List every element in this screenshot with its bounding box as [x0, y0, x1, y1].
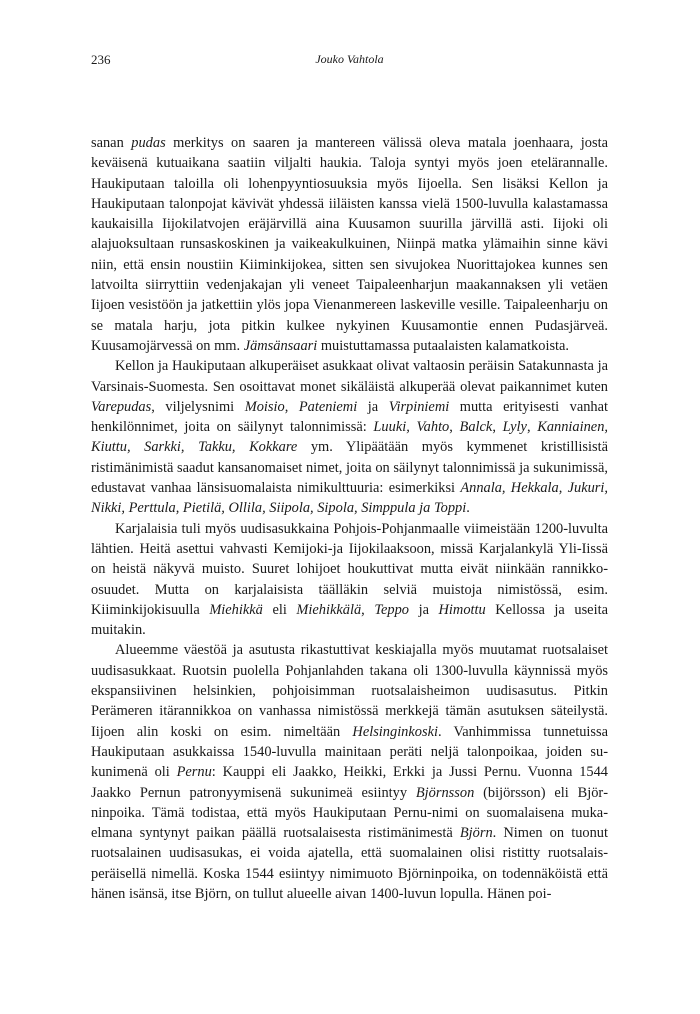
text-run: Kellossa ja useita muitakin.: [91, 601, 608, 639]
italic-term: Björn: [459, 825, 493, 842]
text-run: mutta erityisesti vanhat henkilönnimet, joita on säilynyt talonnimissä:: [91, 398, 608, 436]
body-text: [91, 133, 608, 904]
text-run: . Vanhimmissa tunnetuissa Haukiputaan asukkaissa 1540-luvulla mainitaan peräti neljä talonpoikaa, joiden sukunimenä oli: [91, 723, 608, 781]
paragraph: [91, 356, 608, 518]
running-head: [91, 52, 608, 76]
text-run: eli: [262, 601, 297, 618]
italic-term: Virpiniemi: [388, 398, 450, 415]
italic-term: Teppo: [374, 601, 409, 618]
text-run: ja: [357, 398, 389, 415]
italic-term: Himottu: [438, 601, 486, 618]
text-run: .: [466, 500, 470, 517]
text-run: Karjalaisia tuli myös uudisasukkaina Pohjois-Pohjanmaalle viimeistään 1200-luvulta lähtien. Heitä asettui vahvasti Kemijoki-ja Iijokilaaksoon, missä Karjalankylä Yli-Iissä on heistä näkyvä muisto. Suuret lohijoet houkuttivat mutta eivät niinkään rannikko-osuudet. Mutta on karjalaisista täälläkin selviä muistoja nimistössä, esim. Kiiminkijokisuulla: [91, 520, 608, 618]
text-run: (bijörsson) eli Björninpoika. Tämä todistaa, että myös Haukiputaan Pernu-nimi on suomalaisena mukaelmana syntynyt paikan päällä ruotsalaisesta ristimänimestä: [91, 784, 608, 842]
italic-term: Moisio: [244, 398, 285, 415]
text-run: ,: [526, 419, 538, 436]
book-page: [91, 52, 608, 904]
text-run: ,: [492, 419, 503, 436]
italic-term: Annala, Hekkala, Jukuri, Nikki, Perttula, Pietilä, Ollila, Siipola, Sipola, Simppula ja Toppi: [91, 480, 608, 517]
italic-term: Balck: [459, 419, 493, 436]
text-run: ,: [361, 601, 375, 618]
italic-term: Pateniemi: [298, 398, 358, 415]
text-run: ,: [284, 398, 299, 415]
paragraph: [91, 519, 608, 641]
text-run: Alueemme väestöä ja asutusta rikastuttivat keskiajalla myös muutamat ruotsalaiset uudisasukkaat. Ruotsin puolella Pohjanlahden takana oli 1300-luvulla käynnissä myös ekspansiivinen helsinkien, pohjoisimman ruotsalaisheimon uudisasutus. Pitkin Perämeren itärannikkoa on vanhassa nimistössä merkkejä tämän asutuksen säteilystä. Iijoen alin koski on esim. nimeltään: [91, 642, 608, 740]
italic-term: Varepudas: [91, 398, 152, 415]
italic-term: Luuki, Vahto: [373, 419, 450, 436]
italic-term: Jämsänsaari: [243, 337, 318, 354]
italic-term: Kanniainen, Kiuttu, Sarkki, Takku, Kokkare: [91, 419, 608, 456]
italic-term: Miehikkälä: [296, 601, 362, 618]
text-run: Kellon ja Haukiputaan alkuperäiset asukkaat olivat valtaosin peräisin Satakunnasta ja Varsinais-Suomesta. Sen osoittavat monet sikäläistä alkuperää olevat paikannimet kuten: [91, 358, 608, 395]
italic-term: pudas: [131, 135, 166, 151]
italic-term: Pernu: [176, 764, 212, 781]
page-number: 236: [91, 52, 111, 67]
text-run: ,: [449, 419, 460, 436]
text-run: ja: [408, 601, 439, 618]
text-run: . Nimen on tuonut ruotsalainen uudisasukas, ei voida ajatella, että suomalainen olisi ristitty ruotsalaisperäisellä nimellä. Koska 1544 esiintyy nimimuoto Björninpoika, on todennäköistä että hänen isänsä, itse Björn, on tullut alueelle aivan 1400-luvun lopulla. Hänen poi-: [91, 825, 608, 902]
text-run: ym. Ylipäätään myös kymmenet kristillisistä ristimänimistä saadut kansanomaiset nimet, joita on säilynyt talonnimissä ja sukunimissä, edustavat vanhaa länsisuomalaista nimikulttuuria: esimerkiksi: [91, 439, 608, 497]
paragraph: [91, 133, 608, 356]
paragraph: [91, 640, 608, 904]
text-run: , viljelysnimi: [151, 398, 245, 415]
text-run: : Kauppi eli Jaakko, Heikki, Erkki ja Jussi Pernu. Vuonna 1544 Jaakko Pernun patronyymisenä sukunimeä esiintyy: [91, 764, 608, 801]
running-head-author: Jouko Vahtola: [315, 52, 384, 66]
italic-term: Lyly: [502, 419, 527, 436]
text-run: muistuttamassa putaalaisten kalamatkoista.: [317, 337, 570, 354]
italic-term: Björnsson: [415, 784, 475, 801]
italic-term: Helsinginkoski: [352, 723, 438, 740]
text-run: merkitys on saaren ja mantereen välissä oleva matala joenhaara, josta keväisenä kutuaikana saatiin viljalti haukia. Taloja syntyi myös joen etelärannalle. Haukiputaan taloilla oli lohenpyyntiosuuksia myös Iijoella. Sen lisäksi Kellon ja Haukiputaan talonpojat kävivät yhdessä iiläisten kanssa vielä 1500-luvulla kalastamassa kaukaisilla Iijokilatvojen eräjärvillä aina Kuusamon suurilla järvillä asti. Iijoki oli alajuoksultaan runsaskoskinen ja vaikeakulkuinen, Niinpä matka ylämaihin sinne kävi niin, että ensin noustiin Kiiminkijokea, sitten sen sivujokea Nuorittajokea kunnes sen latvoilta siirryttiin vedenjakajan yli veneet Taipaleenharjun maakannaksen yli vetäen Iijoen vesistöön ja jatkettiin ylös jopa Vienanmereen laskeville vesille. Taipaleenharju on se matala harju, jota pitkin kulkee nykyinen Kuusamontie ennen Pudasjärveä. Kuusamojärvessä on mm.: [91, 135, 608, 354]
text-run: sanan: [91, 135, 132, 151]
italic-term: Miehikkä: [209, 601, 263, 618]
